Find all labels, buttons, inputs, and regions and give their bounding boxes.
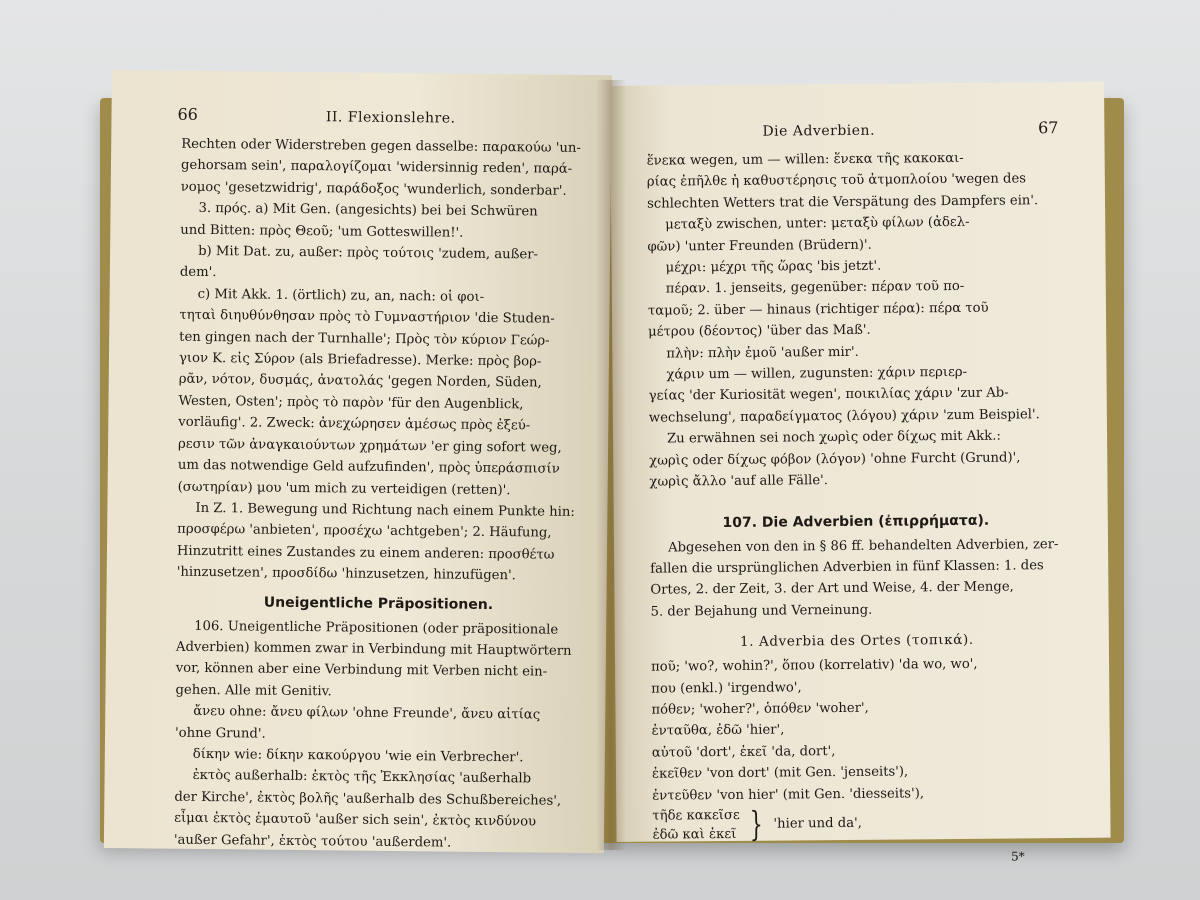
text-line: τῆδε κακεῖσε <box>652 807 740 824</box>
text-line: χωρὶς oder δίχως φόβον (λόγον) 'ohne Furcht (Grund)', <box>649 450 1021 469</box>
text-line: (σωτηρίαν) μου 'um mich zu verteidigen (retten)'. <box>177 479 511 498</box>
text-line: χωρὶς ἄλλο 'auf alle Fälle'. <box>649 473 829 490</box>
left-running-head <box>177 105 585 128</box>
text-line: und Bitten: πρὸς Θεοῦ; 'um Gotteswillen!'. <box>180 222 464 241</box>
text-line: vor, können aber eine Verbindung mit Verben nicht ein- <box>175 661 548 680</box>
text-line: fallen die ursprünglichen Adverbien in fünf Klassen: 1. des <box>650 558 1044 577</box>
right-page <box>610 82 1111 864</box>
text-line: χάριν um — willen, zugunsten: χάριν περιερ- <box>666 364 968 383</box>
text-line: πόθεν; 'woher?', ὁπόθεν 'woher', <box>651 700 869 718</box>
text-line: ἐκτὸς außerhalb: ἐκτὸς τῆς Ἐκκλησίας 'außerhalb <box>192 768 532 787</box>
left-running-title: II. Flexionslehre. <box>325 109 456 127</box>
text-line: ἕνεκα wegen, um — willen: ἕνεκα τῆς κακοκαι- <box>646 150 964 169</box>
right-running-head <box>642 118 1058 141</box>
text-line: νομος 'gesetzwidrig', παράδοξος 'wunderlich, sonderbar'. <box>180 179 567 199</box>
text-line: 'ohne Grund'. <box>174 725 266 742</box>
text-line: schlechten Wetters trat die Verspätung des Dampfers ein'. <box>646 193 1039 212</box>
text-line: 5. der Bejahung und Verneinung. <box>650 602 873 620</box>
text-line: um das notwendige Geld aufzufinden', πρὸς ὑπεράσπισίν <box>177 457 560 477</box>
left-text-part2 <box>174 615 580 855</box>
text-line: αὐτοῦ 'dort', ἐκεῖ 'da, dort', <box>651 743 836 761</box>
text-line: Hinzutritt eines Zustandes zu einem anderen: προσθέτω <box>176 543 555 563</box>
text-line: ten gingen nach der Turnhalle'; Πρὸς τὸν κύριον Γεώρ- <box>179 329 550 349</box>
text-line: φῶν) 'unter Freunden (Brüdern)'. <box>647 237 872 255</box>
text-line: ρᾶν, νότον, δυσμάς, ἀνατολάς 'gegen Norden, Süden, <box>178 372 542 391</box>
text-line: μεταξὺ zwischen, unter: μεταξὺ φίλων (ἀδελ- <box>665 215 970 233</box>
text-line: ποῦ; 'wo?, wohin?', ὅπου (korrelativ) 'da wo, wo', <box>651 656 978 675</box>
text-line: der Kirche', ἐκτὸς βολῆς 'außerhalb des Schußbereiches', <box>174 789 562 809</box>
left-page <box>104 70 612 853</box>
right-section-heading: 107. Die Adverbien (ἐπιρρήματα). <box>722 512 990 531</box>
text-line: ἐνταῦθα, ἐδῶ 'hier', <box>651 722 785 740</box>
book-gutter <box>596 80 626 850</box>
left-text-part1 <box>177 134 586 588</box>
text-line: Abgesehen von den in § 86 ff. behandelten Adverbien, zer- <box>667 536 1059 556</box>
text-line: vorläufig'. 2. Zweck: ἀνεχώρησεν ἀμέσως πρὸς ἐξεύ- <box>178 414 531 434</box>
text-line: 106. Uneigentliche Präpositionen (oder präpositionale <box>194 618 559 638</box>
text-line: wechselung', παραδείγματος (λόγου) χάριν 'zum Beispiel'. <box>648 407 1040 426</box>
text-line: εἶμαι ἐκτὸς ἑμαυτοῦ 'außer sich sein', ἐκτὸς κινδύνου <box>174 810 537 830</box>
right-text-part1 <box>647 147 1062 493</box>
left-section-heading: Uneigentliche Präpositionen. <box>263 594 494 613</box>
text-line: δίκην wie: δίκην κακούργου 'wie ein Verbrecher'. <box>192 746 524 766</box>
text-line: In Z. 1. Bewegung und Richtung nach einem Punkte hin: <box>195 500 575 520</box>
right-page-number: 67 <box>1037 118 1059 138</box>
text-line: ἐδῶ καὶ ἐκεῖ <box>652 826 737 843</box>
text-line: b) Mit Dat. zu, außer: πρὸς τούτοις 'zudem, außer- <box>198 243 539 263</box>
text-line: τηταὶ διηυθύνθησαν πρὸς τὸ Γυμναστήριον 'die Studen- <box>179 307 555 327</box>
brace-group <box>652 803 1064 845</box>
text-line: 3. πρός. a) Mit Gen. (angesichts) bei bei Schwüren <box>198 201 538 220</box>
text-line: ρεσιν τῶν ἀναγκαιούντων χρημάτων 'er ging sofort weg, <box>178 436 562 456</box>
text-line: dem'. <box>179 265 217 281</box>
text-line: ρίας ἐπῆλθε ἡ καθυστέρησις τοῦ ἀτμοπλοίου 'wegen des <box>646 171 1027 191</box>
text-line: ταμοῦ; 2. über — hinaus (richtiger πέρα): πέρα τοῦ <box>647 300 989 319</box>
text-line: gehen. Alle mit Genitiv. <box>175 682 332 700</box>
right-text-part3 <box>651 653 1065 844</box>
signature-mark: 5* <box>1011 849 1025 864</box>
text-line: gehorsam sein', παραλογίζομαι 'widersinnig reden', παρά- <box>180 158 573 178</box>
text-line: Ortes, 2. der Zeit, 3. der Art und Weise, 4. der Menge, <box>650 579 1014 598</box>
text-line: ἐντεῦθεν 'von hier' (mit Gen. 'diesseits'), <box>652 785 925 804</box>
text-line: που (enkl.) 'irgendwo', <box>651 679 802 697</box>
text-line: πλὴν: πλὴν ἐμοῦ 'außer mir'. <box>666 344 859 362</box>
text-line: Rechten oder Widerstreben gegen dasselbe: παρακούω 'un- <box>181 136 581 156</box>
text-line: μέτρου (δέοντος) 'über das Maß'. <box>648 322 871 340</box>
right-text-part2 <box>650 534 1063 623</box>
text-line: Zu erwähnen sei noch χωρὶς oder δίχως mit Akk.: <box>667 428 1001 447</box>
text-line: μέχρι: μέχρι τῆς ὥρας 'bis jetzt'. <box>665 258 882 276</box>
text-line: Adverbien) kommen zwar in Verbindung mit Hauptwörtern <box>175 639 572 659</box>
text-line: c) Mit Akk. 1. (örtlich) zu, an, nach: οἱ φοι- <box>197 286 485 305</box>
text-line: προσφέρω 'anbieten', προσέχω 'achtgeben'; 2. Häufung, <box>177 522 552 541</box>
right-subheading: 1. Adverbia des Ortes (τοπικά). <box>739 631 974 651</box>
brace-meaning: 'hier und da', <box>773 816 862 832</box>
right-running-title: Die Adverbien. <box>762 122 876 140</box>
text-line: γείας 'der Kuriosität wegen', ποικιλίας χάριν 'zur Ab- <box>648 386 1009 405</box>
text-line: ἄνευ ohne: ἄνευ φίλων 'ohne Freunde', ἄνευ αἰτίας <box>193 704 541 723</box>
left-page-number: 66 <box>177 104 198 124</box>
text-line: 'hinzusetzen', προσδίδω 'hinzusetzen, hinzufügen'. <box>176 564 516 584</box>
text-line: 'außer Gefahr', ἐκτὸς τούτου 'außerdem'. <box>173 832 452 851</box>
text-line: Westen, Osten'; πρὸς τὸ παρὸν 'für den Augenblick, <box>178 393 524 413</box>
brace-icon: } <box>749 804 764 845</box>
text-line: γιον Κ. εἰς Σύρον (als Briefadresse). Merke: πρὸς βορ- <box>178 350 542 370</box>
text-line: πέραν. 1. jenseits, gegenüber: πέραν τοῦ πο- <box>665 279 965 297</box>
text-line: ἐκεῖθεν 'von dort' (mit Gen. 'jenseits'), <box>651 764 909 782</box>
